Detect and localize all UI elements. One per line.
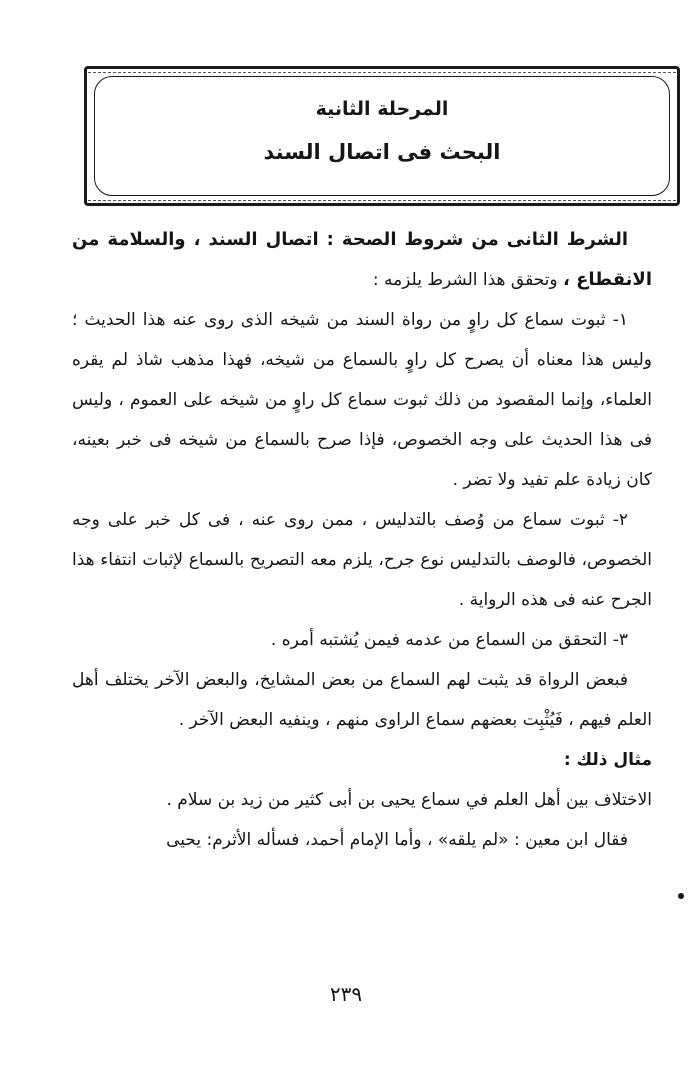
margin-dot	[678, 893, 684, 899]
example-paragraph: الاختلاف بين أهل العلم في سماع يحيى بن أبى كثير من زيد بن سلام .	[166, 790, 652, 810]
item-1-paragraph: ١- ثبوت سماع كل راوٍ من رواة السند من شيخه الذى روى عنه هذا الحديث ؛ وليس هذا معناه أن يصرح كل راوٍ بالسماع من شيخه، فهذا مذهب شاذ لم يقره العلماء، وإنما المقصود من ذلك ثبوت سماع كل راوٍ من شيخه على العموم ، وليس فى هذا الحديث على وجه الخصوص، فإذا صرح بالسماع من شيخه فى خبر بعينه، كان زيادة علم تفيد ولا تضر .	[72, 310, 652, 490]
section-subject-title: البحث فى اتصال السند	[263, 140, 501, 164]
explanation-paragraph: فبعض الرواة قد يثبت لهم السماع من بعض المشايخ، والبعض الآخر يختلف أهل العلم فيهم ، فَيُثْبِت بعضهم سماع الراوى منهم ، وينفيه البعض الآخر .	[72, 670, 652, 730]
section-stage-title: المرحلة الثانية	[315, 98, 449, 120]
example-heading: مثال ذلك :	[563, 750, 652, 770]
frame-top-rule	[88, 72, 676, 73]
item-3-paragraph: ٣- التحقق من السماع من عدمه فيمن يُشتبه أمره .	[270, 630, 628, 650]
intro-rest-text: وتحقق هذا الشرط يلزمه :	[372, 270, 564, 290]
page-body	[72, 220, 652, 860]
intro-bold-text: الشرط الثانى من شروط الصحة : اتصال السند ، والسلامة من الانقطاع ،	[72, 229, 652, 290]
frame-bottom-rule	[88, 200, 676, 201]
page-number: ٢٣٩	[329, 982, 363, 1006]
last-line-paragraph: فقال ابن معين : «لم يلقه» ، وأما الإمام أحمد، فسأله الأثرم: يحيى	[166, 830, 628, 850]
title-frame-inner	[94, 76, 670, 196]
intro-paragraph	[72, 220, 652, 300]
item-2-paragraph: ٢- ثبوت سماع من وُصف بالتدليس ، ممن روى عنه ، فى كل خبر على وجه الخصوص، فالوصف بالتدليس نوع جرح، يلزم معه التصريح بالسماع لإثبات انتفاء هذا الجرح عنه فى هذه الرواية .	[72, 510, 652, 610]
